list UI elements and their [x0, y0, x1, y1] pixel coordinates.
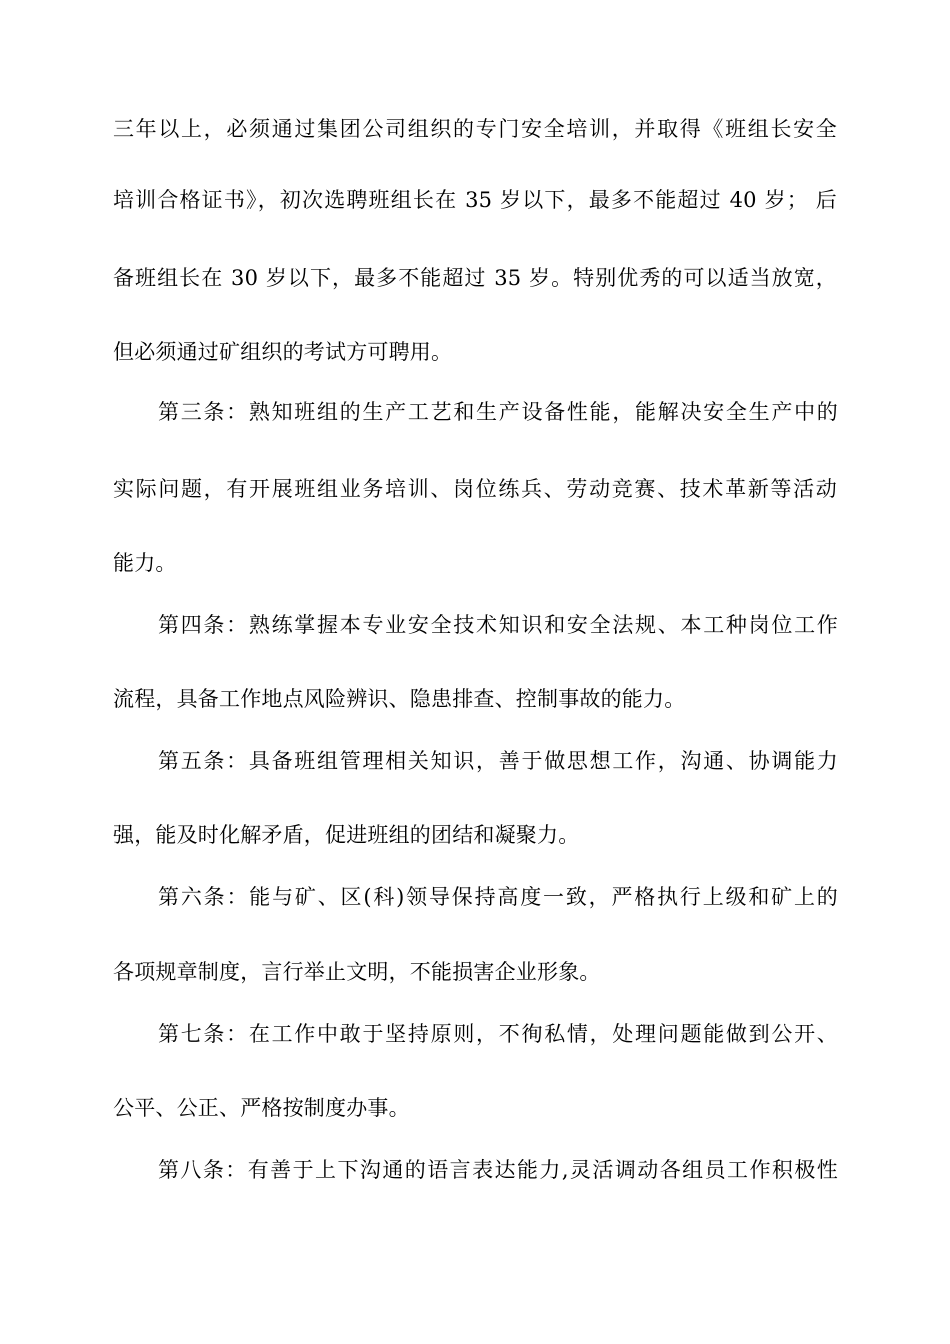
article-4-line: 第四条：熟练掌握本专业安全技术知识和安全法规、本工种岗位工作	[158, 613, 838, 637]
paragraph-line: 三年以上，必须通过集团公司组织的专门安全培训，并取得《班组长安全	[113, 117, 837, 141]
article-6-line: 第六条：能与矿、区(科)领导保持高度一致，严格执行上级和矿上的	[158, 885, 838, 909]
article-3-line: 第三条：熟知班组的生产工艺和生产设备性能，能解决安全生产中的	[158, 400, 838, 424]
paragraph-line: 能力。	[113, 551, 177, 575]
paragraph-line: 强，能及时化解矛盾，促进班组的团结和凝聚力。	[113, 823, 580, 847]
article-5-line: 第五条：具备班组管理相关知识，善于做思想工作，沟通、协调能力	[158, 749, 838, 773]
paragraph-line: 各项规章制度，言行举止文明，不能损害企业形象。	[113, 960, 601, 984]
paragraph-line: 实际问题，有开展班组业务培训、岗位练兵、劳动竞赛、技术革新等活动	[113, 477, 837, 501]
paragraph-line: 备班组长在 30 岁以下，最多不能超过 35 岁。特别优秀的可以适当放宽，	[113, 266, 837, 290]
paragraph-line: 但必须通过矿组织的考试方可聘用。	[113, 340, 453, 364]
article-8-line: 第八条：有善于上下沟通的语言表达能力,灵活调动各组员工作积极性	[158, 1158, 838, 1182]
article-7-line: 第七条：在工作中敢于坚持原则，不徇私情，处理问题能做到公开、	[158, 1022, 838, 1046]
paragraph-line: 培训合格证书》，初次选聘班组长在 35 岁以下，最多不能超过 40 岁； 后	[113, 188, 837, 212]
paragraph-line: 流程，具备工作地点风险辨识、隐患排查、控制事故的能力。	[113, 687, 686, 711]
paragraph-line: 公平、公正、严格按制度办事。	[113, 1096, 410, 1120]
